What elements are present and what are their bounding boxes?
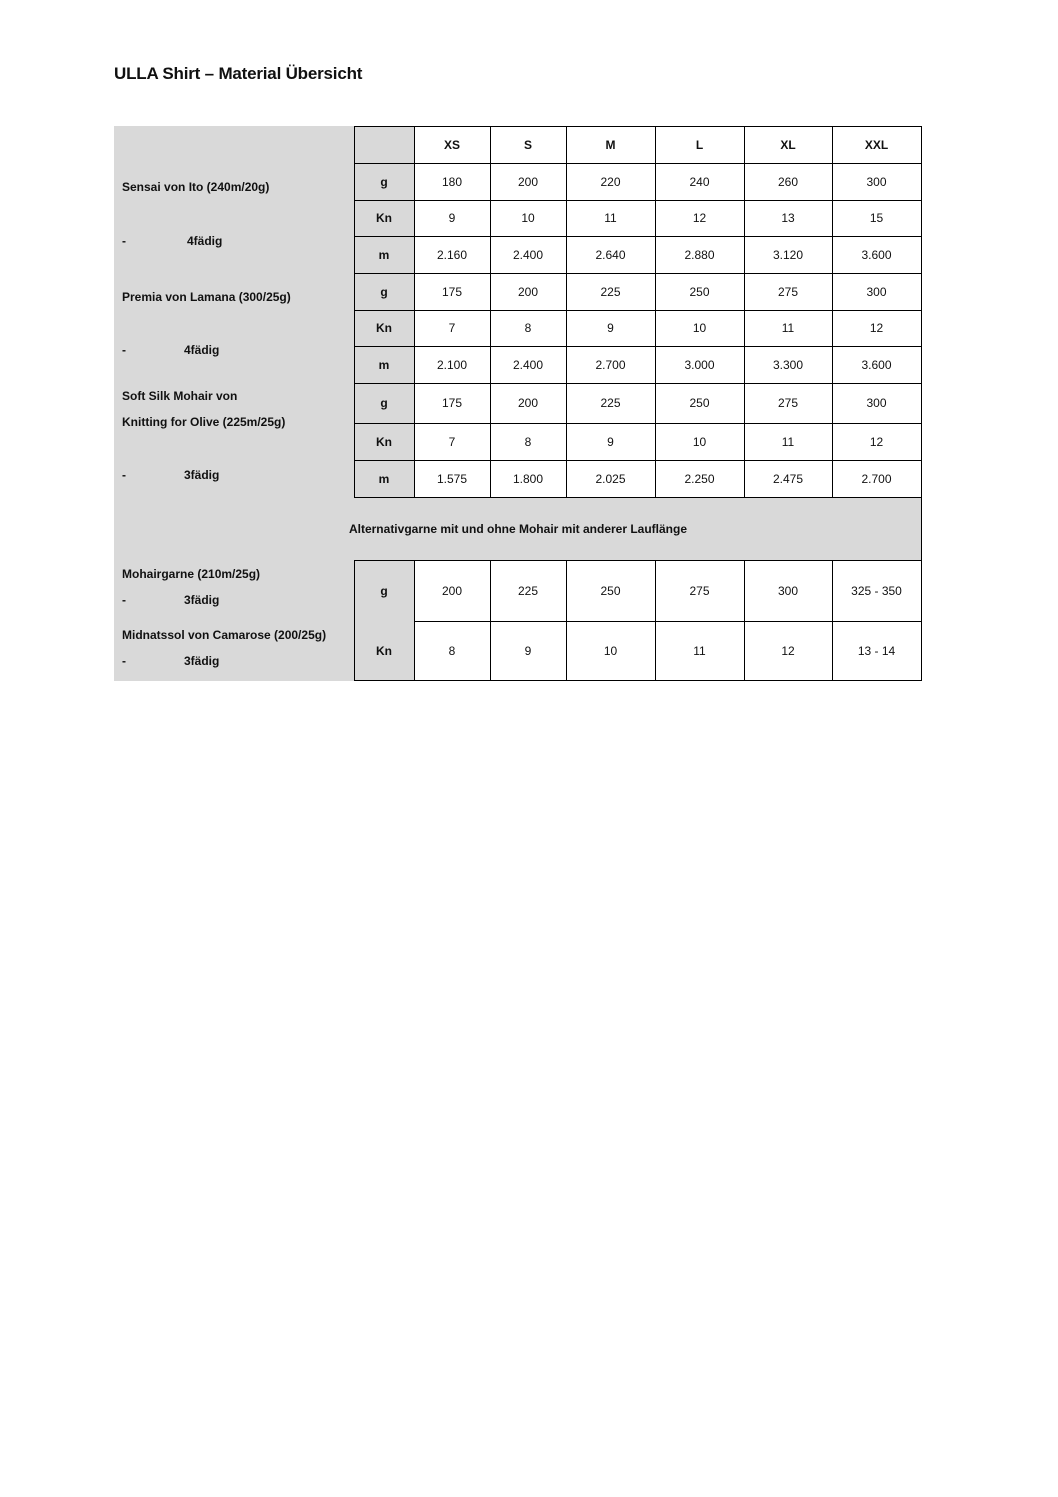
table-cell: 3.300 bbox=[772, 357, 804, 372]
grid-line bbox=[354, 560, 355, 681]
table-cell: 2.025 bbox=[595, 471, 626, 486]
unit-label: m bbox=[378, 357, 390, 372]
grid-line bbox=[414, 126, 415, 497]
table-cell: 11 bbox=[693, 644, 706, 658]
yarn-name: Knitting for Olive (225m/25g) bbox=[122, 415, 286, 429]
grid-line bbox=[566, 560, 567, 681]
table-cell: 250 bbox=[600, 583, 621, 598]
table-cell: 12 bbox=[869, 434, 884, 449]
unit-label: m bbox=[378, 471, 390, 486]
grid-line bbox=[354, 423, 921, 424]
table-cell: 220 bbox=[600, 174, 621, 189]
table-cell: 13 - 14 bbox=[857, 644, 896, 658]
table-cell: 2.100 bbox=[436, 357, 468, 372]
table-cell: 200 bbox=[517, 284, 539, 299]
table-cell: 225 bbox=[600, 396, 621, 410]
table-cell: 225 bbox=[517, 583, 539, 598]
page-title: ULLA Shirt – Material Übersicht bbox=[114, 64, 363, 83]
size-header-l: L bbox=[695, 137, 704, 152]
alt-yarn-dash: - bbox=[122, 593, 126, 607]
table-cell: 2.160 bbox=[436, 247, 468, 262]
grid-line bbox=[354, 680, 921, 681]
grid-line bbox=[354, 126, 355, 497]
unit-label: Kn bbox=[376, 644, 392, 658]
table-cell: 11 bbox=[781, 321, 795, 335]
grid-line bbox=[744, 126, 745, 497]
grid-line bbox=[354, 460, 921, 461]
table-cell: 10 bbox=[603, 644, 618, 658]
size-header-xl: XL bbox=[780, 137, 796, 152]
table-cell: 225 bbox=[600, 284, 621, 299]
grid-line bbox=[744, 560, 745, 681]
header-corner bbox=[114, 126, 414, 163]
table-cell: 2.250 bbox=[684, 471, 715, 486]
table-cell: 2.700 bbox=[861, 471, 892, 486]
table-cell: 10 bbox=[692, 321, 707, 335]
table-cell: 2.640 bbox=[595, 247, 626, 262]
table-cell: 260 bbox=[777, 174, 799, 189]
table-cell: 2.880 bbox=[684, 247, 715, 262]
grid-line bbox=[354, 126, 921, 127]
table-cell: 11 bbox=[781, 434, 795, 449]
table-cell: 9 bbox=[448, 211, 456, 225]
table-cell: 300 bbox=[866, 284, 887, 299]
yarn-ply: 4fädig bbox=[184, 343, 220, 357]
table-cell: 300 bbox=[866, 396, 887, 410]
grid-line bbox=[832, 560, 833, 681]
table-cell: 12 bbox=[692, 211, 707, 225]
grid-line bbox=[354, 273, 921, 274]
table-cell: 13 bbox=[781, 211, 795, 225]
table-cell: 15 bbox=[869, 211, 884, 225]
yarn-name: Sensai von Ito (240m/20g) bbox=[122, 180, 270, 194]
table-cell: 200 bbox=[517, 396, 539, 410]
yarn-ply: 4fädig bbox=[187, 234, 223, 248]
alt-yarn-ply: 3fädig bbox=[184, 654, 220, 668]
alt-yarn-dash: - bbox=[122, 654, 126, 668]
unit-label: Kn bbox=[376, 321, 392, 335]
unit-label: g bbox=[380, 583, 388, 598]
size-header-xxl: XXL bbox=[864, 137, 889, 152]
table-cell: 175 bbox=[441, 284, 463, 299]
grid-line bbox=[354, 346, 921, 347]
grid-line bbox=[655, 560, 656, 681]
table-cell: 9 bbox=[607, 321, 614, 335]
unit-label: Kn bbox=[376, 211, 392, 225]
table-cell: 325 - 350 bbox=[851, 583, 902, 598]
table-cell: 10 bbox=[692, 434, 707, 449]
grid-line bbox=[354, 383, 921, 384]
table-cell: 9 bbox=[524, 644, 532, 658]
grid-line bbox=[354, 200, 921, 201]
table-cell: 200 bbox=[441, 583, 463, 598]
grid-line bbox=[832, 126, 833, 497]
yarn-name: Premia von Lamana (300/25g) bbox=[122, 290, 291, 304]
table-cell: 275 bbox=[777, 396, 799, 410]
grid-line bbox=[414, 560, 415, 681]
yarn-ply: 3fädig bbox=[184, 468, 220, 482]
table-cell: 9 bbox=[607, 434, 614, 449]
table-cell: 2.475 bbox=[772, 471, 804, 486]
table-cell: 200 bbox=[517, 174, 539, 189]
grid-line bbox=[490, 560, 491, 681]
table-cell: 12 bbox=[869, 321, 884, 335]
grid-line bbox=[354, 236, 921, 237]
unit-label: m bbox=[378, 247, 390, 262]
yarn-name: Soft Silk Mohair von bbox=[122, 389, 238, 403]
unit-label: g bbox=[380, 174, 388, 189]
table-cell: 300 bbox=[777, 583, 799, 598]
yarn-ply-dash: - bbox=[122, 343, 126, 357]
yarn-ply-dash: - bbox=[122, 468, 126, 482]
unit-label: g bbox=[380, 396, 388, 410]
table-cell: 275 bbox=[689, 583, 710, 598]
alt-yarn-name: Midnatssol von Camarose (200/25g) bbox=[122, 628, 327, 642]
table-cell: 250 bbox=[689, 396, 710, 410]
table-cell: 240 bbox=[689, 174, 710, 189]
table-cell: 3.000 bbox=[684, 357, 715, 372]
table-cell: 8 bbox=[524, 434, 532, 449]
grid-line bbox=[655, 126, 656, 497]
alternatives-heading: Alternativgarne mit und ohne Mohair mit anderer Lauflänge bbox=[348, 521, 688, 536]
grid-line bbox=[354, 163, 921, 164]
alt-yarn-ply: 3fädig bbox=[184, 593, 220, 607]
table-cell: 8 bbox=[524, 321, 532, 335]
table-cell: 3.600 bbox=[861, 357, 892, 372]
grid-line bbox=[921, 560, 922, 681]
size-header-xs: XS bbox=[443, 137, 460, 152]
table-cell: 1.575 bbox=[436, 471, 468, 486]
table-cell: 2.400 bbox=[512, 357, 544, 372]
table-cell: 1.800 bbox=[512, 471, 544, 486]
grid-line bbox=[354, 497, 921, 498]
unit-label: Kn bbox=[376, 434, 392, 449]
size-header-m: M bbox=[605, 137, 616, 152]
table-cell: 175 bbox=[441, 396, 463, 410]
size-header-s: S bbox=[523, 137, 532, 152]
yarn-ply-dash: - bbox=[122, 234, 126, 248]
table-cell: 3.600 bbox=[861, 247, 892, 262]
table-cell: 180 bbox=[441, 174, 463, 189]
yarn-name-column bbox=[114, 163, 354, 497]
table-cell: 2.400 bbox=[512, 247, 544, 262]
table-cell: 2.700 bbox=[595, 357, 626, 372]
grid-line bbox=[566, 126, 567, 497]
table-cell: 3.120 bbox=[772, 247, 804, 262]
table-cell: 10 bbox=[521, 211, 535, 225]
table-cell: 7 bbox=[448, 321, 456, 335]
grid-line bbox=[354, 560, 921, 561]
table-cell: 250 bbox=[689, 284, 710, 299]
table-cell: 275 bbox=[777, 284, 799, 299]
table-cell: 7 bbox=[448, 434, 456, 449]
grid-line bbox=[490, 126, 491, 497]
alt-yarn-name: Mohairgarne (210m/25g) bbox=[122, 567, 261, 581]
table-cell: 11 bbox=[604, 211, 617, 225]
table-cell: 300 bbox=[866, 174, 887, 189]
table-cell: 8 bbox=[448, 644, 456, 658]
table-cell: 12 bbox=[781, 644, 795, 658]
grid-line bbox=[354, 310, 921, 311]
unit-label: g bbox=[380, 284, 388, 299]
